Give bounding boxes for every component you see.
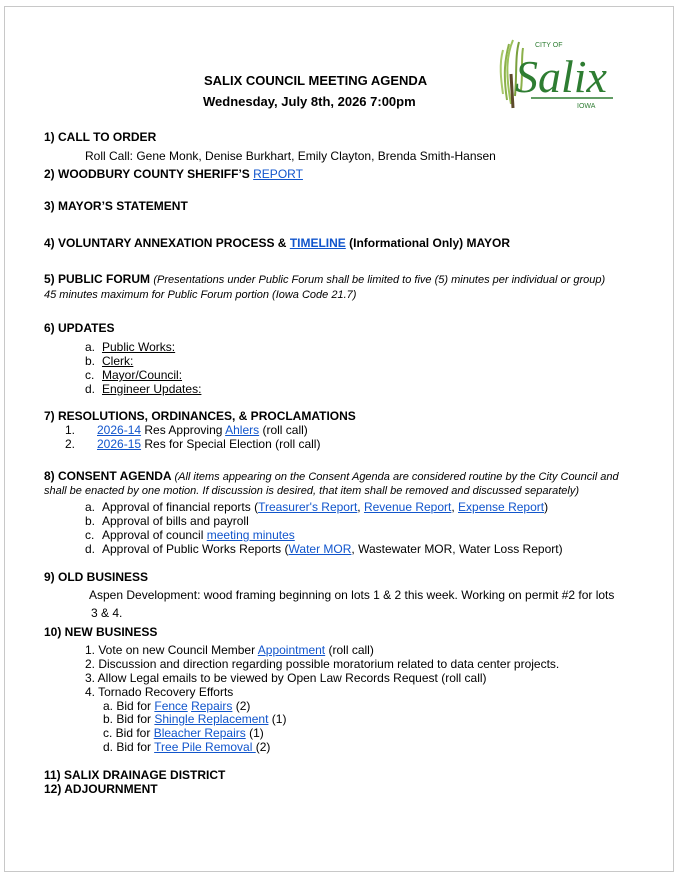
- meeting-date: Wednesday, July 8th, 2026 7:00pm: [203, 94, 416, 109]
- shingle-replacement-link[interactable]: Shingle Replacement: [154, 712, 269, 726]
- consent-marker: b.: [85, 514, 96, 528]
- section-mayor-statement: 3) MAYOR’S STATEMENT: [44, 199, 188, 213]
- tree-pile-removal-link[interactable]: Tree Pile Removal: [154, 740, 256, 754]
- repairs-link[interactable]: Repairs: [191, 699, 233, 713]
- new-business-item-3: 3. Allow Legal emails to be viewed by Open Law Records Request (roll call): [85, 671, 487, 685]
- revenue-report-link[interactable]: Revenue Report: [363, 500, 452, 514]
- resolution-item: 2026-14 Res Approving Ahlers (roll call): [97, 423, 308, 437]
- tornado-bid-tree-pile: d. Bid for Tree Pile Removal (2): [103, 740, 271, 754]
- tornado-bid-bleacher: c. Bid for Bleacher Repairs (1): [103, 726, 264, 740]
- resolution-item: 2026-15 Res for Special Election (roll call): [97, 437, 321, 451]
- tornado-bid-shingle: b. Bid for Shingle Replacement (1): [103, 712, 287, 726]
- update-mayor-council: Mayor/Council:: [102, 368, 183, 382]
- new-business-item-4: 4. Tornado Recovery Efforts: [85, 685, 234, 699]
- consent-public-works-reports: Approval of Public Works Reports (Water MOR, Wastewater MOR, Water Loss Report): [102, 542, 563, 556]
- section-drainage-district: 11) SALIX DRAINAGE DISTRICT: [44, 768, 226, 782]
- consent-agenda-note: shall be enacted by one motion. If discussion is desired, that item shall be removed and discussed separately): [44, 485, 580, 497]
- section-adjournment: 12) ADJOURNMENT: [44, 782, 158, 796]
- section-updates: 6) UPDATES: [44, 321, 115, 335]
- consent-bills-payroll: Approval of bills and payroll: [102, 514, 249, 528]
- resolution-2026-14-link[interactable]: 2026-14: [97, 423, 142, 437]
- tornado-bid-fence: a. Bid for Fence Repairs (2): [103, 699, 251, 713]
- treasurers-report-link[interactable]: Treasurer's Report: [258, 500, 358, 514]
- consent-marker: d.: [85, 542, 96, 556]
- bleacher-repairs-link[interactable]: Bleacher Repairs: [153, 726, 246, 740]
- new-business-item-1: 1. Vote on new Council Member Appointment (roll call): [85, 643, 374, 657]
- expense-report-link[interactable]: Expense Report: [458, 500, 545, 514]
- section-old-business: 9) OLD BUSINESS: [44, 570, 149, 584]
- meeting-minutes-link[interactable]: meeting minutes: [206, 528, 295, 542]
- salix-logo: [495, 34, 619, 114]
- ahlers-link[interactable]: Ahlers: [225, 423, 260, 437]
- section-annexation: 4) VOLUNTARY ANNEXATION PROCESS & TIMELINE (Informational Only) MAYOR: [44, 236, 511, 250]
- section-public-forum: 5) PUBLIC FORUM (Presentations under Public Forum shall be limited to five (5) minutes per individual or group): [44, 272, 606, 286]
- update-public-works: Public Works:: [102, 340, 176, 354]
- section-resolutions: 7) RESOLUTIONS, ORDINANCES, & PROCLAMATIONS: [44, 409, 356, 423]
- section-new-business: 10) NEW BUSINESS: [44, 625, 158, 639]
- old-business-aspen: Aspen Development: wood framing beginning on lots 1 & 2 this week. Working on permit #2 for lots: [89, 588, 615, 602]
- water-mor-link[interactable]: Water MOR: [288, 542, 352, 556]
- consent-minutes: Approval of council meeting minutes: [102, 528, 295, 542]
- section-consent-agenda: 8) CONSENT AGENDA (All items appearing on the Consent Agenda are considered routine by the City Council and: [44, 469, 619, 483]
- roll-call-text: Roll Call: Gene Monk, Denise Burkhart, Emily Clayton, Brenda Smith-Hansen: [85, 149, 496, 163]
- agenda-title: SALIX COUNCIL MEETING AGENDA: [204, 73, 428, 88]
- new-business-item-2: 2. Discussion and direction regarding possible moratorium related to data center projects.: [85, 657, 560, 671]
- logo-word: Salix: [515, 51, 607, 102]
- resolution-marker: 2.: [65, 437, 76, 451]
- old-business-aspen-cont: 3 & 4.: [91, 606, 123, 620]
- section-sheriff: 2) WOODBURY COUNTY SHERIFF’S REPORT: [44, 167, 303, 181]
- logo-bottom-text: IOWA: [577, 103, 596, 110]
- sheriff-report-link[interactable]: REPORT: [253, 167, 303, 181]
- update-item: b.: [85, 354, 96, 368]
- section-call-to-order: 1) CALL TO ORDER: [44, 130, 157, 144]
- update-item: d.: [85, 382, 96, 396]
- logo-top-text: CITY OF: [535, 42, 563, 49]
- update-engineer: Engineer Updates:: [102, 382, 202, 396]
- update-item: c.: [85, 368, 95, 382]
- update-item: a.: [85, 340, 96, 354]
- fence-link[interactable]: Fence: [154, 699, 188, 713]
- appointment-link[interactable]: Appointment: [257, 643, 326, 657]
- public-forum-note: 45 minutes maximum for Public Forum portion (Iowa Code 21.7): [44, 289, 357, 301]
- consent-marker: a.: [85, 500, 96, 514]
- consent-marker: c.: [85, 528, 95, 542]
- consent-financial-reports: Approval of financial reports (Treasurer's Report, Revenue Report, Expense Report): [102, 500, 549, 514]
- resolution-2026-15-link[interactable]: 2026-15: [97, 437, 142, 451]
- update-clerk: Clerk:: [102, 354, 134, 368]
- timeline-link[interactable]: TIMELINE: [289, 236, 346, 250]
- resolution-marker: 1.: [65, 423, 76, 437]
